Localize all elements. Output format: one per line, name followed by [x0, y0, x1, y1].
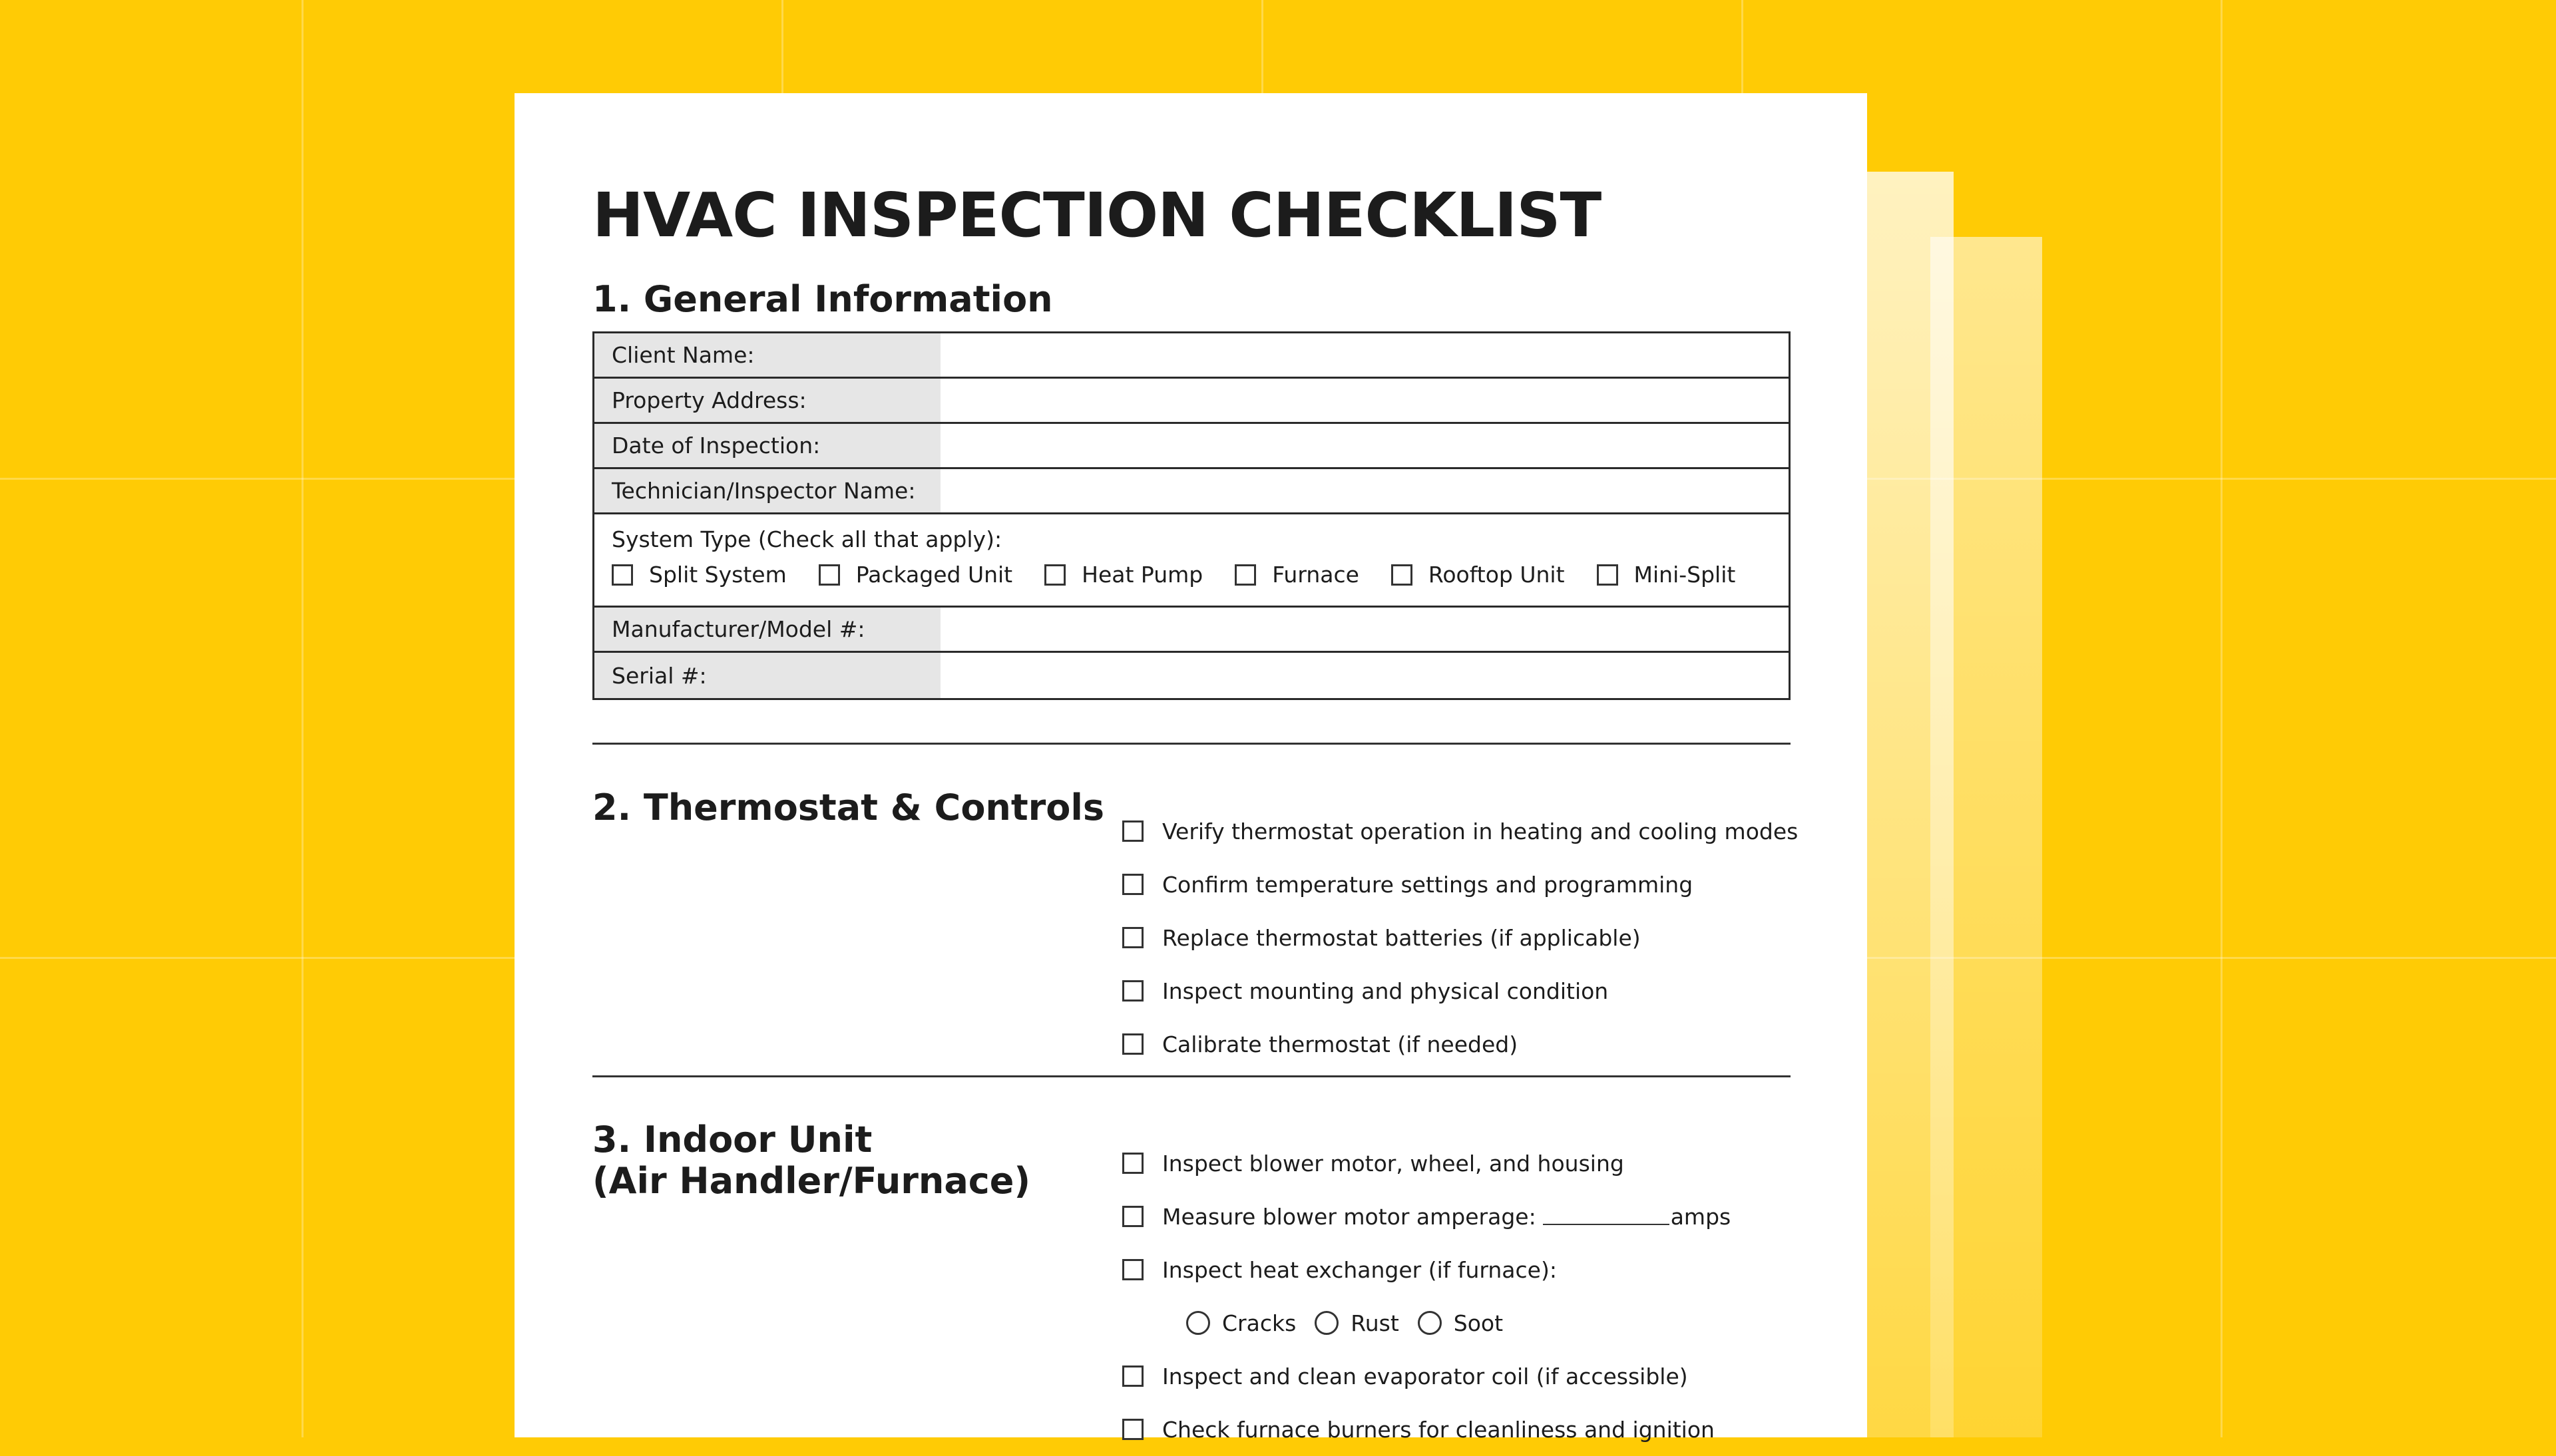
general-information-heading: 1. General Information	[592, 278, 1053, 320]
radio-option-soot[interactable]	[1418, 1310, 1503, 1336]
item-label: Inspect heat exchanger (if furnace):	[1162, 1256, 1557, 1283]
checkbox[interactable]	[1122, 820, 1144, 842]
checklist-item[interactable]	[1122, 805, 1798, 858]
system-option-mini-split[interactable]	[1597, 562, 1736, 588]
checklist-item[interactable]	[1122, 1137, 1731, 1190]
field-label: Technician/Inspector Name:	[594, 469, 941, 512]
checkbox[interactable]	[1122, 874, 1144, 895]
thermostat-heading: 2. Thermostat & Controls	[592, 787, 1105, 828]
indoor-unit-heading	[592, 1119, 1030, 1202]
heading-line: (Air Handler/Furnace)	[592, 1160, 1031, 1202]
manufacturer-model-field[interactable]	[941, 608, 1789, 651]
system-type-options	[612, 562, 1771, 588]
general-information-table	[592, 331, 1791, 700]
checkbox[interactable]	[1122, 927, 1144, 948]
checkbox[interactable]	[1122, 1033, 1144, 1055]
radio-option-cracks[interactable]	[1186, 1310, 1296, 1336]
checkbox[interactable]	[612, 564, 633, 586]
item-label: Confirm temperature settings and programming	[1162, 871, 1693, 898]
background-gridline	[2221, 0, 2223, 1437]
checkbox[interactable]	[1122, 1259, 1144, 1280]
item-label: Check furnace burners for cleanliness and ignition	[1162, 1416, 1715, 1443]
serial-number-row	[594, 653, 1789, 698]
option-label: Rooftop Unit	[1428, 562, 1565, 588]
option-label: Mini-Split	[1633, 562, 1736, 588]
field-label: Serial #:	[594, 653, 941, 698]
item-label: Replace thermostat batteries (if applicable)	[1162, 924, 1641, 951]
system-option-furnace[interactable]	[1235, 562, 1359, 588]
checkbox[interactable]	[1122, 980, 1144, 1001]
checklist-item[interactable]	[1122, 858, 1798, 911]
option-label: Furnace	[1272, 562, 1359, 588]
checklist-paper	[515, 93, 1867, 1443]
item-label: Inspect blower motor, wheel, and housing	[1162, 1150, 1624, 1177]
property-address-field[interactable]	[941, 379, 1789, 422]
manufacturer-model-row	[594, 608, 1789, 653]
system-type-row	[594, 514, 1789, 608]
indoor-unit-checklist	[1122, 1137, 1731, 1456]
checklist-item[interactable]	[1122, 1190, 1731, 1243]
option-label: Rust	[1351, 1310, 1399, 1336]
technician-name-row	[594, 469, 1789, 514]
section-divider	[592, 1075, 1791, 1077]
thermostat-checklist	[1122, 805, 1798, 1071]
property-address-row	[594, 379, 1789, 424]
field-label: Property Address:	[594, 379, 941, 422]
date-of-inspection-field[interactable]	[941, 424, 1789, 467]
option-label: Split System	[649, 562, 787, 588]
date-of-inspection-row	[594, 424, 1789, 469]
item-label: Inspect and clean evaporator coil (if accessible)	[1162, 1363, 1688, 1389]
item-label: Calibrate thermostat (if needed)	[1162, 1031, 1518, 1057]
checkbox[interactable]	[819, 564, 840, 586]
system-option-packaged-unit[interactable]	[819, 562, 1012, 588]
radio-button[interactable]	[1315, 1311, 1339, 1335]
amperage-blank-field[interactable]	[1543, 1208, 1669, 1225]
heat-exchanger-options	[1122, 1296, 1731, 1350]
field-label: Date of Inspection:	[594, 424, 941, 467]
checkbox[interactable]	[1235, 564, 1256, 586]
checkbox[interactable]	[1391, 564, 1412, 586]
checkbox[interactable]	[1122, 1153, 1144, 1174]
system-option-split-system[interactable]	[612, 562, 787, 588]
checkbox[interactable]	[1122, 1206, 1144, 1227]
document-title: HVAC INSPECTION CHECKLIST	[592, 180, 1601, 251]
option-label: Packaged Unit	[855, 562, 1013, 588]
background-gridline	[302, 0, 304, 1437]
radio-option-rust[interactable]	[1315, 1310, 1399, 1336]
radio-button[interactable]	[1418, 1311, 1442, 1335]
system-option-heat-pump[interactable]	[1044, 562, 1203, 588]
field-label: Client Name:	[594, 333, 941, 377]
serial-number-field[interactable]	[941, 653, 1789, 698]
item-label: Verify thermostat operation in heating and cooling modes	[1162, 818, 1799, 844]
technician-name-field[interactable]	[941, 469, 1789, 512]
heading-line: 3. Indoor Unit	[592, 1119, 873, 1161]
radio-button[interactable]	[1186, 1311, 1210, 1335]
checklist-item[interactable]	[1122, 1403, 1731, 1456]
section-divider	[592, 743, 1791, 745]
checkbox[interactable]	[1122, 1419, 1144, 1440]
checklist-item[interactable]	[1122, 1017, 1798, 1071]
checkbox[interactable]	[1122, 1365, 1144, 1387]
checklist-item[interactable]	[1122, 1243, 1731, 1296]
checkbox[interactable]	[1044, 564, 1066, 586]
field-label: Manufacturer/Model #:	[594, 608, 941, 651]
option-label: Heat Pump	[1082, 562, 1203, 588]
option-label: Soot	[1453, 1310, 1504, 1336]
system-type-label: System Type (Check all that apply):	[612, 526, 1002, 552]
item-label: Measure blower motor amperage:	[1162, 1203, 1536, 1230]
checklist-item[interactable]	[1122, 964, 1798, 1017]
option-label: Cracks	[1222, 1310, 1297, 1336]
client-name-row	[594, 333, 1789, 379]
amperage-unit: amps	[1670, 1203, 1731, 1230]
checklist-item[interactable]	[1122, 911, 1798, 964]
system-option-rooftop-unit[interactable]	[1391, 562, 1565, 588]
item-label: Inspect mounting and physical condition	[1162, 978, 1609, 1004]
stacked-page-shadow	[1854, 172, 1954, 1437]
checklist-item[interactable]	[1122, 1350, 1731, 1403]
checkbox[interactable]	[1597, 564, 1618, 586]
client-name-field[interactable]	[941, 333, 1789, 377]
